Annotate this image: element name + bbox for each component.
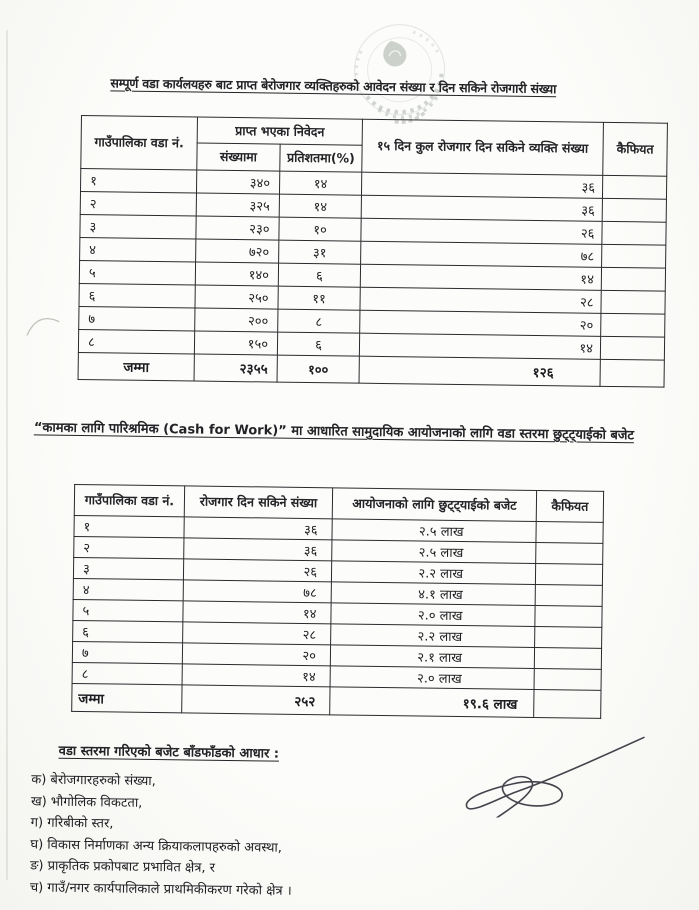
total-budget: १९.६ लाख bbox=[330, 687, 534, 718]
budget-table bbox=[71, 484, 604, 719]
count-cell: ७२० bbox=[196, 239, 279, 263]
col-header-ward: गाउँपालिका वडा नं. bbox=[74, 484, 184, 516]
basis-item: घ) विकास निर्माणका अन्य क्रियाकलापहरुको अवस्था, bbox=[30, 836, 283, 856]
persons-cell: १४ bbox=[360, 264, 601, 290]
total-label: जम्मा bbox=[72, 683, 182, 712]
remarks-cell bbox=[602, 175, 666, 199]
budget-cell: २.१ लाख bbox=[330, 645, 534, 669]
col-header-ward: गाउँपालिका वडा नं. bbox=[81, 116, 198, 171]
total-persons: १२६ bbox=[359, 356, 600, 386]
basis-item: क) बेरोजगारहरुको संख्या, bbox=[31, 772, 156, 790]
percent-cell: १० bbox=[279, 217, 361, 241]
remarks-cell bbox=[535, 605, 602, 627]
persons-cell: २६ bbox=[361, 218, 602, 244]
persons-cell: ७८ bbox=[361, 241, 602, 267]
days-cell: ७८ bbox=[183, 580, 331, 603]
ward-cell: ७ bbox=[79, 307, 195, 332]
remarks-cell bbox=[601, 313, 665, 337]
percent-cell: ६ bbox=[278, 263, 360, 287]
budget-cell: २.२ लाख bbox=[331, 561, 535, 585]
basis-item: ख) भौगोलिक विकटता, bbox=[30, 793, 143, 811]
basis-heading: वडा स्तरमा गरिएको बजेट बाँडफाँडको आधार : bbox=[58, 743, 280, 762]
basis-list bbox=[30, 769, 293, 901]
ward-cell: ४ bbox=[73, 578, 183, 600]
total-days: २५२ bbox=[182, 685, 330, 715]
report-title: सम्पूर्ण वडा कार्यलयहरु बाट प्राप्त बेरोजगार व्यक्तिहरुको आवेदन संख्या र दिन सकिने रोजगारी संख्या bbox=[110, 75, 557, 97]
budget-cell: ४.१ लाख bbox=[331, 582, 535, 606]
scan-arc-artifact bbox=[23, 307, 67, 342]
remarks-cell bbox=[600, 336, 664, 360]
count-cell: १५० bbox=[194, 331, 277, 355]
budget-cell: २.० लाख bbox=[331, 603, 535, 627]
days-cell: १४ bbox=[183, 601, 331, 624]
count-cell: ३४० bbox=[196, 170, 279, 194]
col-header-count: संख्यामा bbox=[197, 143, 280, 171]
percent-cell: १४ bbox=[279, 171, 361, 195]
remarks-cell bbox=[535, 564, 602, 586]
budget-cell: २.० लाख bbox=[330, 666, 534, 690]
col-header-remarks: कैफियत bbox=[536, 491, 603, 523]
remarks-cell bbox=[534, 668, 601, 690]
col-header-percent: प्रतिशतमा(%) bbox=[280, 144, 362, 172]
ward-cell: १ bbox=[74, 515, 184, 537]
ward-cell: १ bbox=[80, 169, 196, 194]
ward-cell: ८ bbox=[78, 330, 194, 355]
budget-section-title: “कामका लागि पारिश्रमिक (Cash for Work)” मा आधारित सामुदायिक आयोजनाको लागि वडा स्तरमा छुट्ट्याईको बजेट bbox=[33, 420, 635, 444]
total-row bbox=[72, 683, 601, 718]
persons-cell: ३६ bbox=[361, 172, 602, 198]
ward-cell: ३ bbox=[80, 215, 196, 240]
remarks-cell bbox=[534, 689, 601, 718]
count-cell: २५० bbox=[195, 285, 278, 309]
count-cell: १४० bbox=[195, 262, 278, 286]
persons-cell: ३६ bbox=[361, 195, 602, 221]
count-cell: ३२५ bbox=[196, 193, 279, 217]
ward-cell: ५ bbox=[79, 261, 195, 286]
signature-icon bbox=[443, 732, 649, 820]
percent-cell: ६ bbox=[277, 332, 359, 356]
days-cell: १४ bbox=[182, 664, 330, 687]
budget-cell: २.२ लाख bbox=[331, 624, 535, 648]
applications-table bbox=[78, 115, 668, 388]
remarks-cell bbox=[602, 221, 666, 245]
days-cell: २० bbox=[182, 643, 330, 666]
col-header-persons: १५ दिन कुल रोजगार दिन सकिने व्यक्ति संख्या bbox=[362, 119, 604, 175]
total-percent: १०० bbox=[277, 355, 359, 383]
persons-cell: २० bbox=[360, 310, 601, 336]
remarks-cell bbox=[601, 290, 665, 314]
days-cell: २८ bbox=[183, 622, 331, 645]
ward-cell: २ bbox=[80, 192, 196, 217]
col-header-days: रोजगार दिन सकिने संख्या bbox=[184, 486, 332, 519]
ward-cell: ७ bbox=[72, 641, 182, 663]
count-cell: २३० bbox=[196, 216, 279, 240]
remarks-cell bbox=[535, 585, 602, 607]
days-cell: २६ bbox=[183, 559, 331, 582]
col-header-applications: प्राप्त भएका निवेदन bbox=[197, 117, 362, 145]
persons-cell: १४ bbox=[359, 333, 600, 359]
remarks-cell bbox=[602, 244, 666, 268]
ward-cell: ३ bbox=[73, 557, 183, 579]
col-header-remarks: कैफियत bbox=[603, 122, 668, 176]
percent-cell: ८ bbox=[278, 309, 360, 333]
count-cell: २०० bbox=[195, 308, 278, 332]
days-cell: ३६ bbox=[184, 517, 332, 540]
budget-cell: २.५ लाख bbox=[332, 540, 536, 564]
remarks-cell bbox=[534, 647, 601, 669]
total-label: जम्मा bbox=[78, 352, 194, 381]
total-count: २३५५ bbox=[194, 354, 277, 382]
remarks-cell bbox=[536, 522, 603, 544]
remarks-cell bbox=[536, 543, 603, 565]
col-header-budget: आयोजनाको लागि छुट्ट्याईको बजेट bbox=[332, 488, 536, 522]
percent-cell: ११ bbox=[278, 286, 360, 310]
ward-cell: ४ bbox=[80, 238, 196, 263]
ward-cell: ८ bbox=[72, 662, 182, 684]
percent-cell: १४ bbox=[279, 194, 361, 218]
budget-cell: २.५ लाख bbox=[332, 519, 536, 543]
ward-cell: ६ bbox=[73, 620, 183, 642]
remarks-cell bbox=[601, 267, 665, 291]
basis-item: ग) गरिबीको स्तर, bbox=[30, 815, 114, 832]
remarks-cell bbox=[535, 626, 602, 648]
ward-cell: ६ bbox=[79, 284, 195, 309]
percent-cell: ३१ bbox=[279, 240, 361, 264]
days-cell: ३६ bbox=[184, 538, 332, 561]
remarks-cell bbox=[600, 359, 664, 387]
ward-cell: २ bbox=[74, 536, 184, 558]
persons-cell: २८ bbox=[360, 287, 601, 313]
ward-cell: ५ bbox=[73, 599, 183, 621]
remarks-cell bbox=[602, 198, 666, 222]
basis-item: ङ) प्राकृतिक प्रकोपबाट प्रभावित क्षेत्र, र bbox=[30, 858, 216, 876]
basis-item: च) गाउँ/नगर कार्यपालिकाले प्राथमिकीकरण गरेको क्षेत्र । bbox=[29, 879, 292, 899]
